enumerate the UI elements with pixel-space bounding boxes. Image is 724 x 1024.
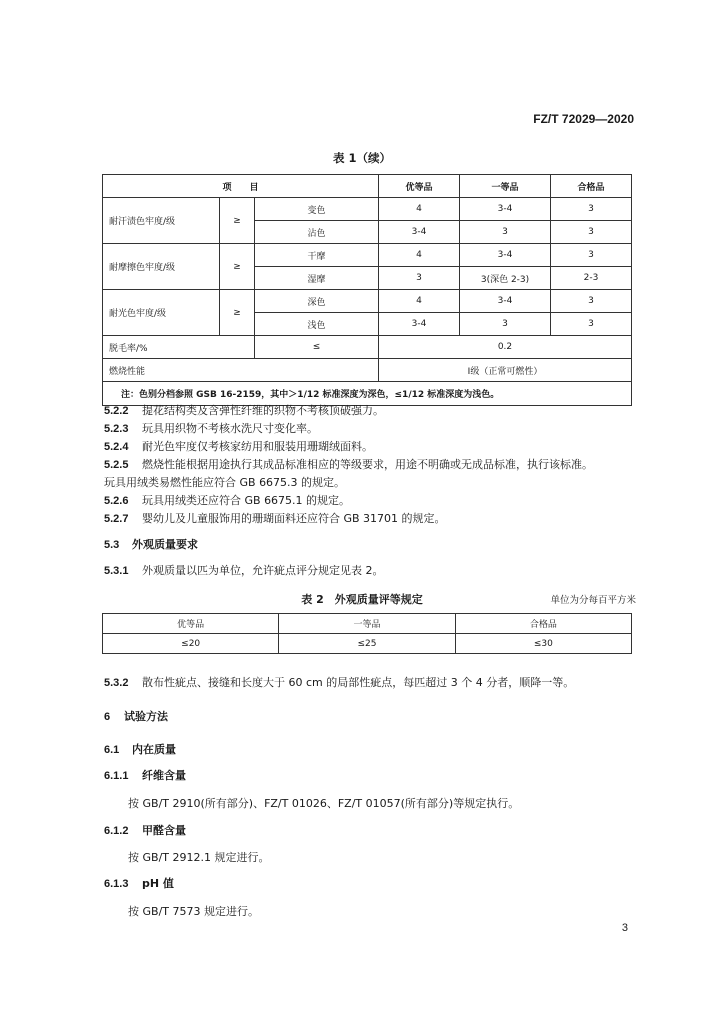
cell-value: 4 xyxy=(379,290,460,313)
cell-value: 3 xyxy=(551,221,632,244)
table-row xyxy=(103,198,632,221)
clause-text: 外观质量以匹为单位，允许疵点评分规定见表 2。 xyxy=(142,564,384,577)
row-sub-label: 干摩 xyxy=(255,244,379,267)
row-group-sign: ≥ xyxy=(220,244,255,290)
table1-title: 表 1（续） xyxy=(332,151,391,165)
standard-code: FZ/T 72029—2020 xyxy=(533,112,634,126)
cell-value: 4 xyxy=(379,244,460,267)
cell-value: 3-4 xyxy=(460,198,551,221)
section-6-1-2-heading xyxy=(104,822,186,840)
table-row xyxy=(103,634,632,654)
clause-6-1-2-text xyxy=(128,849,269,867)
row-group-label: 耐光色牢度/级 xyxy=(103,290,220,336)
clause-5-2-4 xyxy=(104,438,373,456)
section-number: 6.1.2 xyxy=(104,825,129,837)
pilling-sign: ≤ xyxy=(255,336,379,359)
table-row xyxy=(103,290,632,313)
clause-text: 玩具用绒类易燃性能应符合 GB 6675.3 的规定。 xyxy=(104,476,346,489)
clause-5-3-2 xyxy=(104,674,574,692)
section-number: 6.1.1 xyxy=(104,770,129,782)
clause-number: 5.2.5 xyxy=(104,459,129,471)
clause-text: 玩具用绒类还应符合 GB 6675.1 的规定。 xyxy=(142,494,351,507)
table1-note: 注：色别分档参照 GSB 16-2159，其中＞1/12 标准深度为深色，≤1/12 标准深度为浅色。 xyxy=(103,382,632,406)
clause-text: 提花结构类及含弹性纤维的织物不考核顶破强力。 xyxy=(142,404,384,417)
cell-value: ≤30 xyxy=(455,634,631,654)
clause-6-1-3-text xyxy=(128,903,259,921)
section-6-1-heading xyxy=(104,741,176,759)
clause-number: 5.2.7 xyxy=(104,513,129,525)
cell-value: 3-4 xyxy=(460,290,551,313)
clause-5-3-1 xyxy=(104,562,384,580)
cell-value: 3 xyxy=(460,221,551,244)
cell-value: 3 xyxy=(551,198,632,221)
clause-number: 5.2.4 xyxy=(104,441,129,453)
cell-value: 2-3 xyxy=(551,267,632,290)
flammability-value: Ⅰ级（正常可燃性） xyxy=(379,359,632,382)
section-number: 5.3 xyxy=(104,539,120,551)
clause-number: 5.3.1 xyxy=(104,565,129,577)
header-excellent: 优等品 xyxy=(103,614,279,634)
clause-5-2-5-continued xyxy=(104,474,345,492)
cell-value: 3 xyxy=(551,313,632,336)
section-number: 6.1.3 xyxy=(104,878,129,890)
cell-value: 3-4 xyxy=(379,221,460,244)
clause-number: 5.2.3 xyxy=(104,423,129,435)
table2 xyxy=(102,613,632,654)
page-number: 3 xyxy=(621,922,628,934)
table1 xyxy=(102,174,632,406)
row-sub-label: 变色 xyxy=(255,198,379,221)
flammability-label: 燃烧性能 xyxy=(103,359,379,382)
cell-value: ≤25 xyxy=(279,634,455,654)
clause-5-2-2 xyxy=(104,402,384,420)
section-number: 6.1 xyxy=(104,744,120,756)
table-row xyxy=(103,244,632,267)
pilling-value: 0.2 xyxy=(379,336,632,359)
clause-text: 耐光色牢度仅考核家纺用和服装用珊瑚绒面料。 xyxy=(142,440,373,453)
cell-value: 4 xyxy=(379,198,460,221)
row-group-label: 耐摩擦色牢度/级 xyxy=(103,244,220,290)
section-6-1-3-heading xyxy=(104,875,174,893)
header-qualified: 合格品 xyxy=(551,175,632,198)
section-title: 外观质量要求 xyxy=(132,538,198,551)
clause-5-2-6 xyxy=(104,492,350,510)
cell-value: 3-4 xyxy=(460,244,551,267)
cell-value: 3(深色 2-3) xyxy=(460,267,551,290)
cell-value: 3 xyxy=(551,244,632,267)
pilling-label: 脱毛率/% xyxy=(103,336,255,359)
clause-text: 婴幼儿及儿童服饰用的珊瑚面料还应符合 GB 31701 的规定。 xyxy=(142,512,446,525)
section-6-1-1-heading xyxy=(104,767,186,785)
header-item: 项 目 xyxy=(103,175,379,198)
clause-text: 按 GB/T 7573 规定进行。 xyxy=(128,905,259,918)
section-number: 6 xyxy=(104,711,111,723)
table-header-row xyxy=(103,175,632,198)
clause-text: 按 GB/T 2912.1 规定进行。 xyxy=(128,851,270,864)
header-qualified: 合格品 xyxy=(455,614,631,634)
cell-value: 3 xyxy=(551,290,632,313)
table-header-row xyxy=(103,614,632,634)
header-first: 一等品 xyxy=(460,175,551,198)
table2-unit: 单位为分每百平方米 xyxy=(550,595,636,606)
clause-number: 5.2.2 xyxy=(104,405,129,417)
section-title: pH 值 xyxy=(142,877,174,890)
table2-title: 表 2 外观质量评等规定 xyxy=(301,593,423,606)
clause-6-1-1-text xyxy=(128,795,519,813)
row-group-label: 耐汗渍色牢度/级 xyxy=(103,198,220,244)
row-group-sign: ≥ xyxy=(220,290,255,336)
section-title: 内在质量 xyxy=(132,743,176,756)
cell-value: 3 xyxy=(379,267,460,290)
section-title: 甲醛含量 xyxy=(142,824,186,837)
clause-text: 玩具用织物不考核水洗尺寸变化率。 xyxy=(142,422,318,435)
cell-value: ≤20 xyxy=(103,634,279,654)
row-sub-label: 浅色 xyxy=(255,313,379,336)
clause-text: 按 GB/T 2910(所有部分)、FZ/T 01026、FZ/T 01057(所有部分)等规定执行。 xyxy=(128,797,520,810)
cell-value: 3-4 xyxy=(379,313,460,336)
clause-5-2-3 xyxy=(104,420,318,438)
row-sub-label: 湿摩 xyxy=(255,267,379,290)
clause-5-2-7 xyxy=(104,510,446,528)
clause-5-2-5 xyxy=(104,456,593,474)
header-excellent: 优等品 xyxy=(379,175,460,198)
section-5-3-heading xyxy=(104,536,198,554)
clause-number: 5.2.6 xyxy=(104,495,129,507)
cell-value: 3 xyxy=(460,313,551,336)
row-group-sign: ≥ xyxy=(220,198,255,244)
section-title: 纤维含量 xyxy=(142,769,186,782)
row-sub-label: 沾色 xyxy=(255,221,379,244)
section-title: 试验方法 xyxy=(124,710,168,723)
clause-text: 燃烧性能根据用途执行其成品标准相应的等级要求，用途不明确或无成品标准，执行该标准。 xyxy=(142,458,593,471)
clause-text: 散布性疵点、接缝和长度大于 60 cm 的局部性疵点，每匹超过 3 个 4 分者，顺降一等。 xyxy=(142,676,575,689)
header-first: 一等品 xyxy=(279,614,455,634)
table-row-flammability xyxy=(103,359,632,382)
clause-number: 5.3.2 xyxy=(104,677,129,689)
table-row-pilling xyxy=(103,336,632,359)
section-6-heading xyxy=(104,708,168,726)
row-sub-label: 深色 xyxy=(255,290,379,313)
